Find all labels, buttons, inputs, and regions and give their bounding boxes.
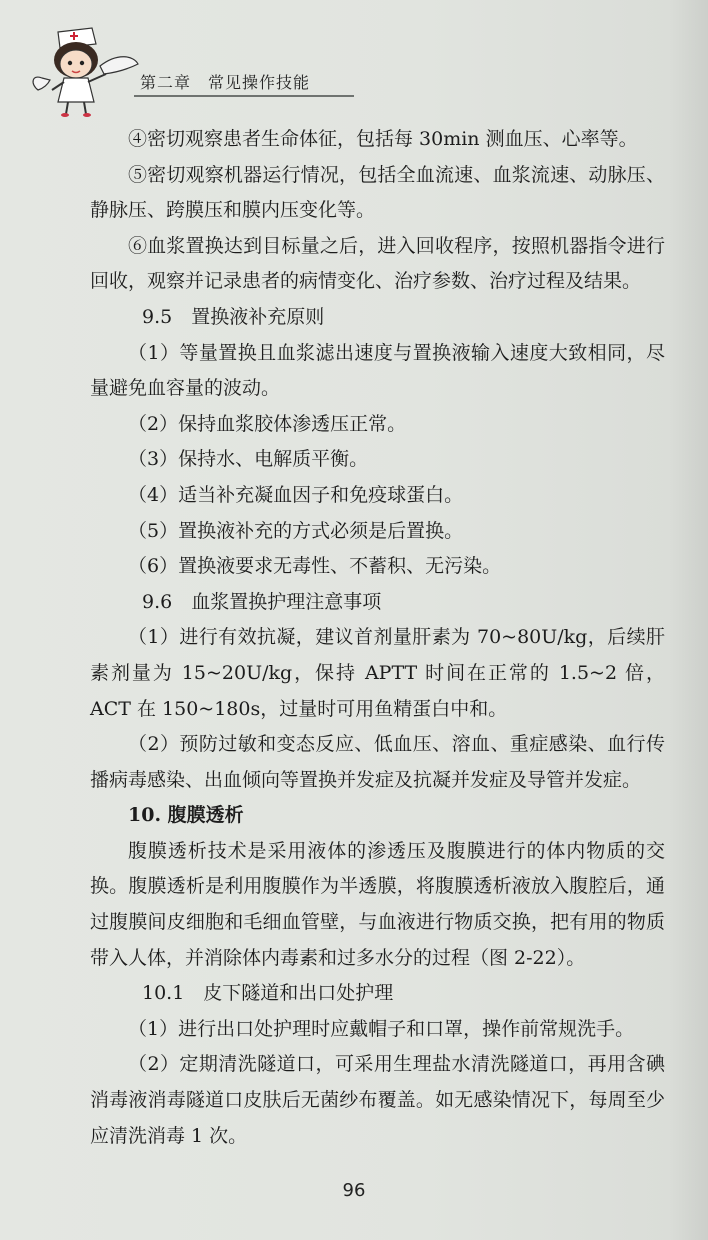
nurse-cartoon-icon bbox=[30, 18, 140, 118]
section-heading-10: 10. 腹膜透析 bbox=[128, 804, 244, 827]
paragraph: 腹膜透析技术是采用液体的渗透压及腹膜进行的体内物质的交换。腹膜透析是利用腹膜作为半透膜，将腹膜透析液放入腹腔后，通过腹膜间皮细胞和毛细血管壁，与血液进行物质交换，把有用的物质带入人体，并消除体内毒素和过多水分的过程（图 2-22）。 bbox=[90, 839, 665, 969]
page-number: 96 bbox=[342, 1180, 366, 1201]
header-rule bbox=[134, 95, 354, 97]
page-body bbox=[90, 122, 665, 1154]
paragraph: ⑥血浆置换达到目标量之后，进入回收程序，按照机器指令进行回收，观察并记录患者的病情变化、治疗参数、治疗过程及结果。 bbox=[90, 234, 665, 293]
list-item: （2）定期清洗隧道口，可采用生理盐水清洗隧道口，再用含碘消毒液消毒隧道口皮肤后无菌纱布覆盖。如无感染情况下，每周至少应清洗消毒 1 次。 bbox=[90, 1053, 665, 1147]
list-item: （1）等量置换且血浆滤出速度与置换液输入速度大致相同，尽量避免血容量的波动。 bbox=[90, 341, 665, 400]
page-header bbox=[30, 18, 680, 118]
chapter-title: 第二章 常见操作技能 bbox=[140, 73, 311, 92]
paragraph: ⑤密切观察机器运行情况，包括全血流速、血浆流速、动脉压、静脉压、跨膜压和膜内压变化等。 bbox=[90, 163, 665, 222]
list-item: （4）适当补充凝血因子和免疫球蛋白。 bbox=[128, 483, 464, 506]
list-item: （1）进行出口处护理时应戴帽子和口罩，操作前常规洗手。 bbox=[128, 1017, 635, 1040]
list-item: （6）置换液要求无毒性、不蓄积、无污染。 bbox=[128, 555, 502, 578]
spine-shadow bbox=[668, 0, 708, 1240]
section-heading-9-6: 9.6 血浆置换护理注意事项 bbox=[142, 590, 382, 613]
list-item: （3）保持水、电解质平衡。 bbox=[128, 448, 369, 471]
list-item: （5）置换液补充的方式必须是后置换。 bbox=[128, 519, 464, 542]
list-item: （2）预防过敏和变态反应、低血压、溶血、重症感染、血行传播病毒感染、出血倾向等置换并发症及抗凝并发症及导管并发症。 bbox=[90, 733, 665, 791]
section-heading-10-1: 10.1 皮下隧道和出口处护理 bbox=[142, 982, 394, 1005]
list-item: （1）进行有效抗凝，建议首剂量肝素为 70~80U/kg，后续肝素剂量为 15~20U/kg，保持 APTT 时间在正常的 1.5~2 倍，ACT 在 150~180s，过量时可用鱼精蛋白中和。 bbox=[90, 626, 665, 720]
list-item: （2）保持血浆胶体渗透压正常。 bbox=[128, 412, 407, 435]
paragraph: ④密切观察患者生命体征，包括每 30min 测血压、心率等。 bbox=[128, 128, 638, 150]
section-heading-9-5: 9.5 置换液补充原则 bbox=[142, 305, 325, 328]
